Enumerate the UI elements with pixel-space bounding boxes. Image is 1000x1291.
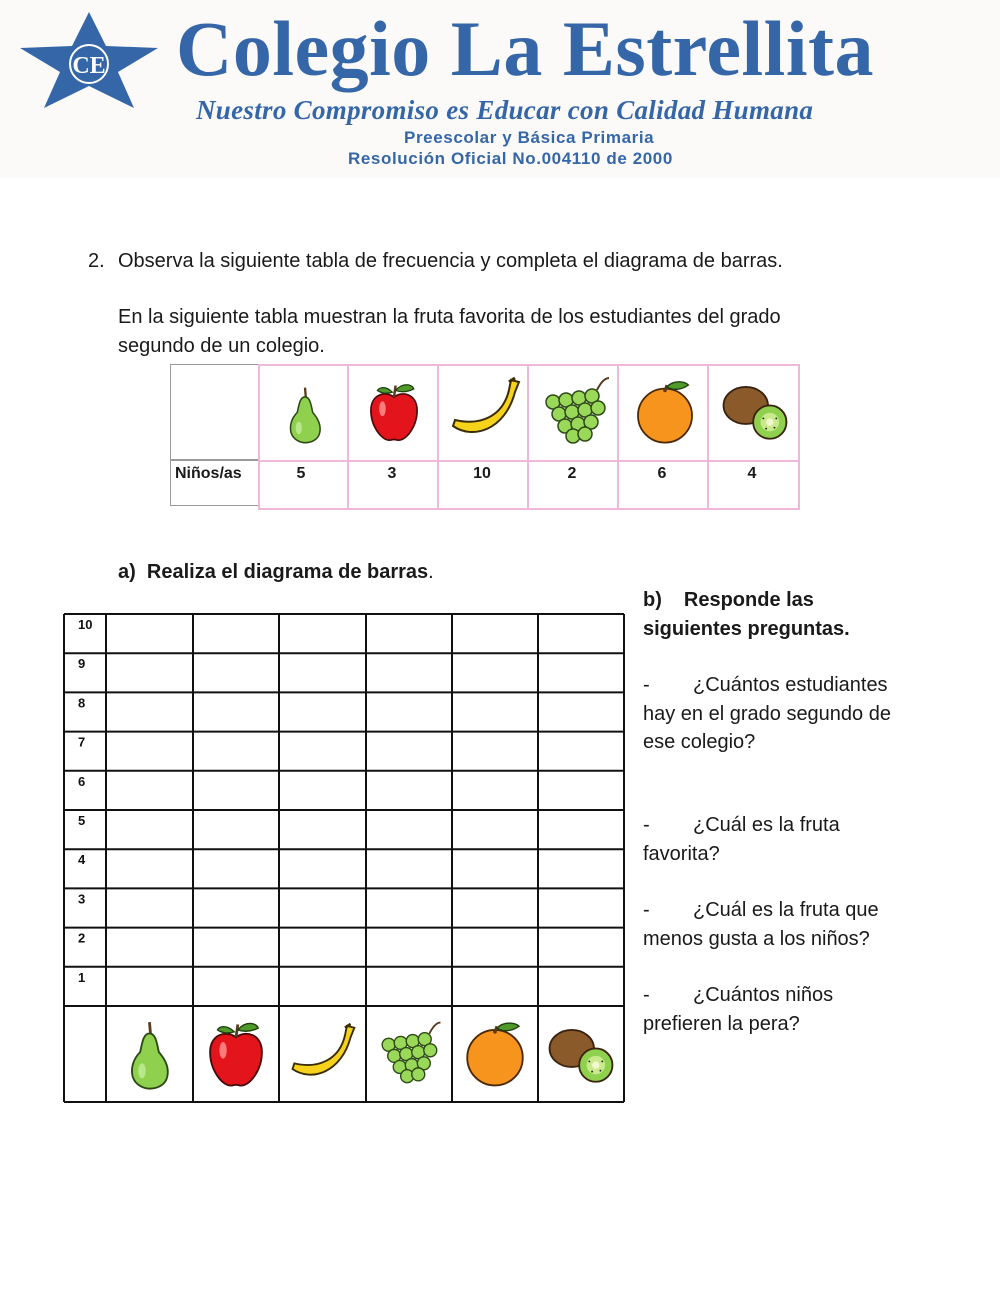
freq-count-grapes: 2 [567,465,577,482]
part-a-label: a) [118,561,136,583]
axis-orange-icon [467,1023,523,1085]
apple-icon [361,372,427,452]
question-2-dash: - [643,814,650,836]
question-1-line-1: ¿Cuántos estudiantes [693,674,888,696]
axis-apple-icon [210,1023,262,1085]
frequency-table-corner [170,364,258,460]
freq-cell-orange [617,364,709,462]
y-tick-label-2: 2 [78,930,86,946]
orange-icon [629,372,701,452]
axis-banana-icon [293,1024,355,1075]
question-4-line-1: ¿Cuántos niños [693,984,834,1006]
part-a-text: Realiza el diagrama de barras [146,561,429,583]
part-b-label: b) [643,589,662,611]
banana-icon [445,370,525,450]
axis-pear-icon [132,1022,168,1089]
part-b-title-1: Responde las [683,589,814,611]
pear-icon [274,372,336,456]
question-1-dash: - [643,674,650,696]
exercise-intro-line-1: En la siguiente tabla muestran la fruta favorita de los estudiantes del grado [118,306,781,328]
question-2-line-1: ¿Cuál es la fruta [693,814,840,836]
y-tick-label-6: 6 [78,773,86,789]
exercise-instruction: Observa la siguiente tabla de frecuencia y completa el diagrama de barras. [118,250,783,272]
school-name: Colegio La Estrellita [176,5,874,92]
question-3 [643,896,879,953]
bar-chart-grid[interactable] [62,612,626,1104]
y-tick-label-5: 5 [78,813,86,828]
question-1-line-3: ese colegio? [643,731,756,753]
question-3-line-2: menos gusta a los niños? [643,927,870,950]
part-b-heading-line-2: siguientes preguntas. [643,618,850,640]
freq-cell-kiwi [707,364,800,462]
school-resolution: Resolución Oficial No.004110 de 2000 [348,149,673,168]
grapes-icon [535,372,615,452]
question-1 [643,671,891,757]
question-4-dash: - [643,984,650,1006]
exercise-intro-line-2: segundo de un colegio. [118,335,325,357]
question-4-line-2: prefieren la pera? [643,1012,800,1035]
freq-cell-pear [258,364,349,462]
school-motto: Nuestro Compromiso es Educar con Calidad Humana [196,95,814,125]
axis-grapes-icon [382,1023,440,1083]
y-tick-label-7: 7 [78,734,86,750]
school-logo-star-icon [18,10,160,110]
exercise-number: 2. [88,250,105,272]
axis-kiwi-icon [550,1030,613,1082]
y-tick-label-3: 3 [78,891,86,907]
freq-cell-banana [437,364,529,462]
question-4 [643,981,833,1038]
y-tick-label-8: 8 [78,695,86,711]
part-a-heading [118,558,434,587]
y-tick-label-4: 4 [78,852,86,868]
frequency-table [170,364,802,512]
question-2-line-2: favorita? [643,842,720,865]
freq-count-orange: 6 [657,465,667,482]
y-tick-label-1: 1 [78,969,86,985]
kiwi-icon [715,374,795,448]
freq-count-apple: 3 [387,465,397,482]
question-2 [643,811,840,868]
freq-cell-grapes [527,364,619,462]
freq-count-banana: 10 [473,465,491,482]
freq-cell-apple [347,364,439,462]
part-a-suffix: . [428,561,434,583]
part-b-heading-line-1 [643,586,814,615]
freq-count-pear: 5 [296,465,306,482]
freq-count-kiwi: 4 [747,465,757,482]
question-3-dash: - [643,899,650,921]
y-tick-label-9: 9 [78,656,86,672]
frequency-row-label: Niños/as [175,465,242,482]
y-tick-label-10: 10 [78,617,93,632]
question-3-line-1: ¿Cuál es la fruta que [693,899,879,921]
question-1-line-2: hay en el grado segundo de [643,702,891,725]
school-level: Preescolar y Básica Primaria [404,128,655,147]
logo-letters: CE [72,53,106,79]
